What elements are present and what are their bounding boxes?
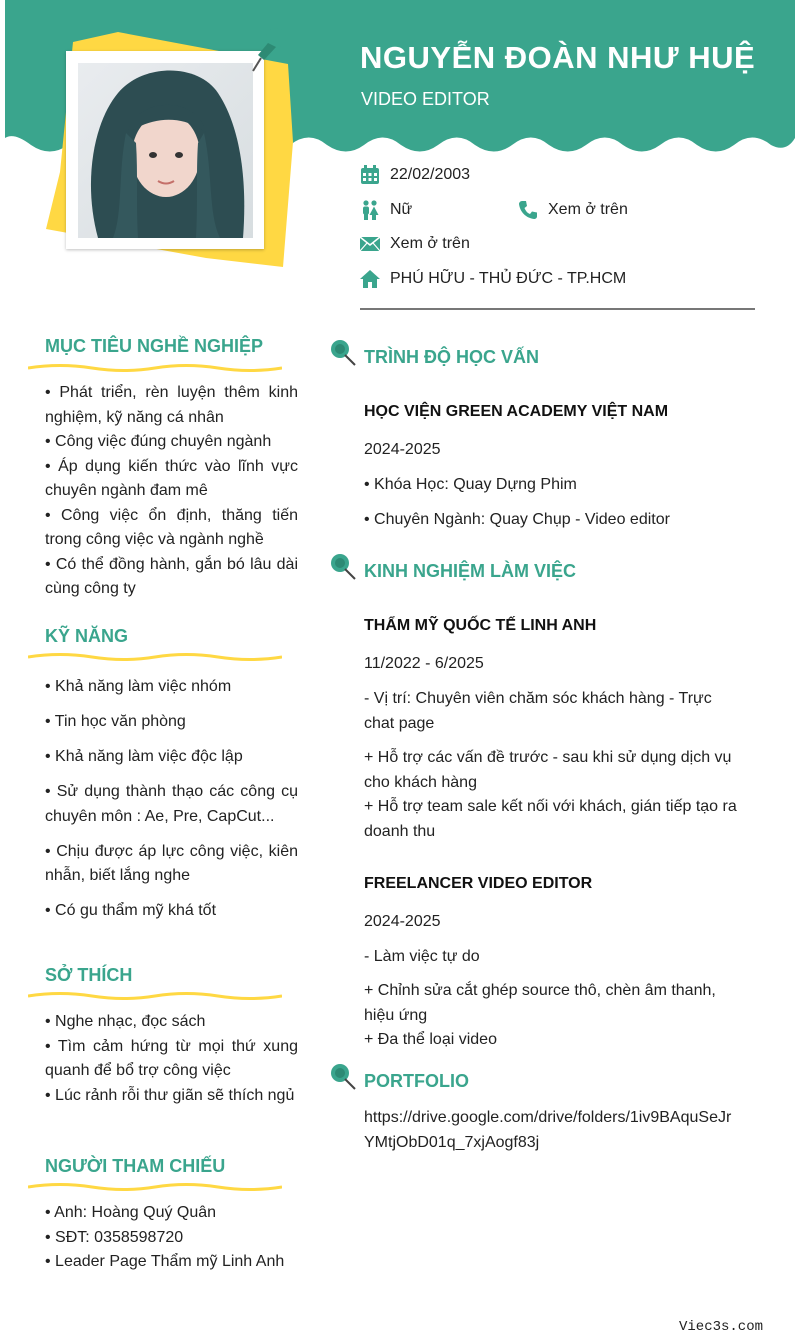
references-text [45, 1201, 298, 1275]
reference-line: • Leader Page Thẩm mỹ Linh Anh [45, 1253, 285, 1270]
section-underline [28, 651, 282, 663]
skill-item: • Có gu thẩm mỹ khá tốt [45, 902, 217, 919]
contact-dob [360, 165, 470, 185]
gender-icon [360, 200, 380, 220]
education-heading: TRÌNH ĐỘ HỌC VẤN [364, 347, 539, 367]
objective-line: • Công việc đúng chuyên ngành [45, 433, 272, 450]
contact-address [360, 269, 626, 289]
address-value: PHÚ HỮU - THỦ ĐỨC - TP.HCM [390, 270, 627, 287]
dob-value: 22/02/2003 [390, 166, 471, 183]
gender-value: Nữ [390, 201, 413, 218]
profile-photo [78, 63, 253, 238]
contact-divider [360, 308, 755, 310]
hobbies-heading: SỞ THÍCH [45, 965, 133, 985]
hobby-line: • Tìm cảm hứng từ mọi thứ xung quanh để bổ trợ công việc [45, 1037, 298, 1079]
profile-photo-frame [66, 51, 264, 249]
skill-item: • Khả năng làm việc nhóm [45, 678, 232, 695]
portfolio-heading: PORTFOLIO [364, 1071, 469, 1091]
portfolio-link[interactable]: https://drive.google.com/drive/folders/1iv9BAquSeJrYMtjObD01q_7xjAogf83j [364, 1109, 732, 1151]
pushpin-icon [327, 551, 357, 581]
education-school: HỌC VIỆN GREEN ACADEMY VIỆT NAM [364, 403, 669, 420]
objective-line: • Công việc ổn định, thăng tiến trong công việc và ngành nghề [45, 506, 298, 548]
job-company: FREELANCER VIDEO EDITOR [364, 875, 593, 892]
job-title: VIDEO EDITOR [361, 89, 490, 109]
reference-line: • Anh: Hoàng Quý Quân [45, 1204, 217, 1221]
phone-icon [518, 200, 538, 220]
section-underline [28, 1181, 282, 1193]
experience-heading: KINH NGHIỆM LÀM VIỆC [364, 561, 577, 581]
pushpin-icon [327, 337, 357, 367]
section-underline [28, 362, 282, 374]
contact-phone [518, 200, 628, 220]
email-icon [360, 234, 380, 254]
objective-line: • Có thể đồng hành, gắn bó lâu dài cùng công ty [45, 555, 298, 597]
candidate-name: NGUYỄN ĐOÀN NHƯ HUỆ [360, 40, 756, 75]
education-detail: • Khóa Học: Quay Dựng Phim [364, 476, 577, 493]
job-task: + Chỉnh sửa cắt ghép source thô, chèn âm thanh, hiệu ứng [364, 982, 716, 1024]
objective-heading: MỤC TIÊU NGHỀ NGHIỆP [45, 336, 264, 356]
section-underline [28, 990, 282, 1002]
job-period: 11/2022 - 6/2025 [364, 655, 484, 672]
home-icon [360, 269, 380, 289]
job-period: 2024-2025 [364, 913, 441, 930]
job-role: - Làm việc tự do [364, 948, 480, 965]
contact-gender [360, 200, 412, 220]
footer-brand: Viec3s.com [678, 1319, 763, 1335]
skill-item: • Khả năng làm việc độc lập [45, 748, 243, 765]
education-period: 2024-2025 [364, 441, 441, 458]
pushpin-icon [250, 25, 290, 73]
reference-line: • SĐT: 0358598720 [45, 1228, 184, 1246]
hobbies-text [45, 1010, 298, 1108]
objective-text [45, 381, 298, 602]
calendar-icon [360, 165, 380, 185]
hobby-line: • Lúc rảnh rỗi thư giãn sẽ thích ngủ [45, 1086, 295, 1104]
contact-email [360, 234, 470, 254]
job-role: - Vị trí: Chuyên viên chăm sóc khách hàng - Trực chat page [364, 690, 712, 732]
job-task: + Đa thể loại video [364, 1031, 497, 1048]
objective-line: • Phát triển, rèn luyện thêm kinh nghiệm, kỹ năng cá nhân [45, 384, 298, 426]
job-tasks [364, 979, 744, 1053]
education-detail: • Chuyên Ngành: Quay Chụp - Video editor [364, 511, 670, 528]
skills-heading: KỸ NĂNG [45, 626, 129, 646]
email-value: Xem ở trên [390, 235, 470, 252]
phone-value: Xem ở trên [548, 201, 628, 218]
hobby-line: • Nghe nhạc, đọc sách [45, 1013, 206, 1030]
objective-line: • Áp dụng kiến thức vào lĩnh vực chuyên ngành đam mê [45, 457, 298, 499]
skill-item: • Tin học văn phòng [45, 713, 186, 730]
job-task: + Hỗ trợ team sale kết nối với khách, gián tiếp tạo ra doanh thu [364, 798, 737, 840]
skill-item: • Chịu được áp lực công việc, kiên nhẫn, biết lắng nghe [45, 842, 298, 884]
job-tasks [364, 746, 744, 844]
skills-list [45, 675, 298, 924]
pushpin-icon [327, 1061, 357, 1091]
skill-item: • Sử dụng thành thạo các công cụ chuyên môn : Ae, Pre, CapCut... [45, 783, 298, 825]
references-heading: NGƯỜI THAM CHIẾU [45, 1156, 226, 1176]
job-task: + Hỗ trợ các vấn đề trước - sau khi sử dụng dịch vụ cho khách hàng [364, 749, 732, 791]
job-company: THẨM MỸ QUỐC TẾ LINH ANH [364, 617, 597, 634]
